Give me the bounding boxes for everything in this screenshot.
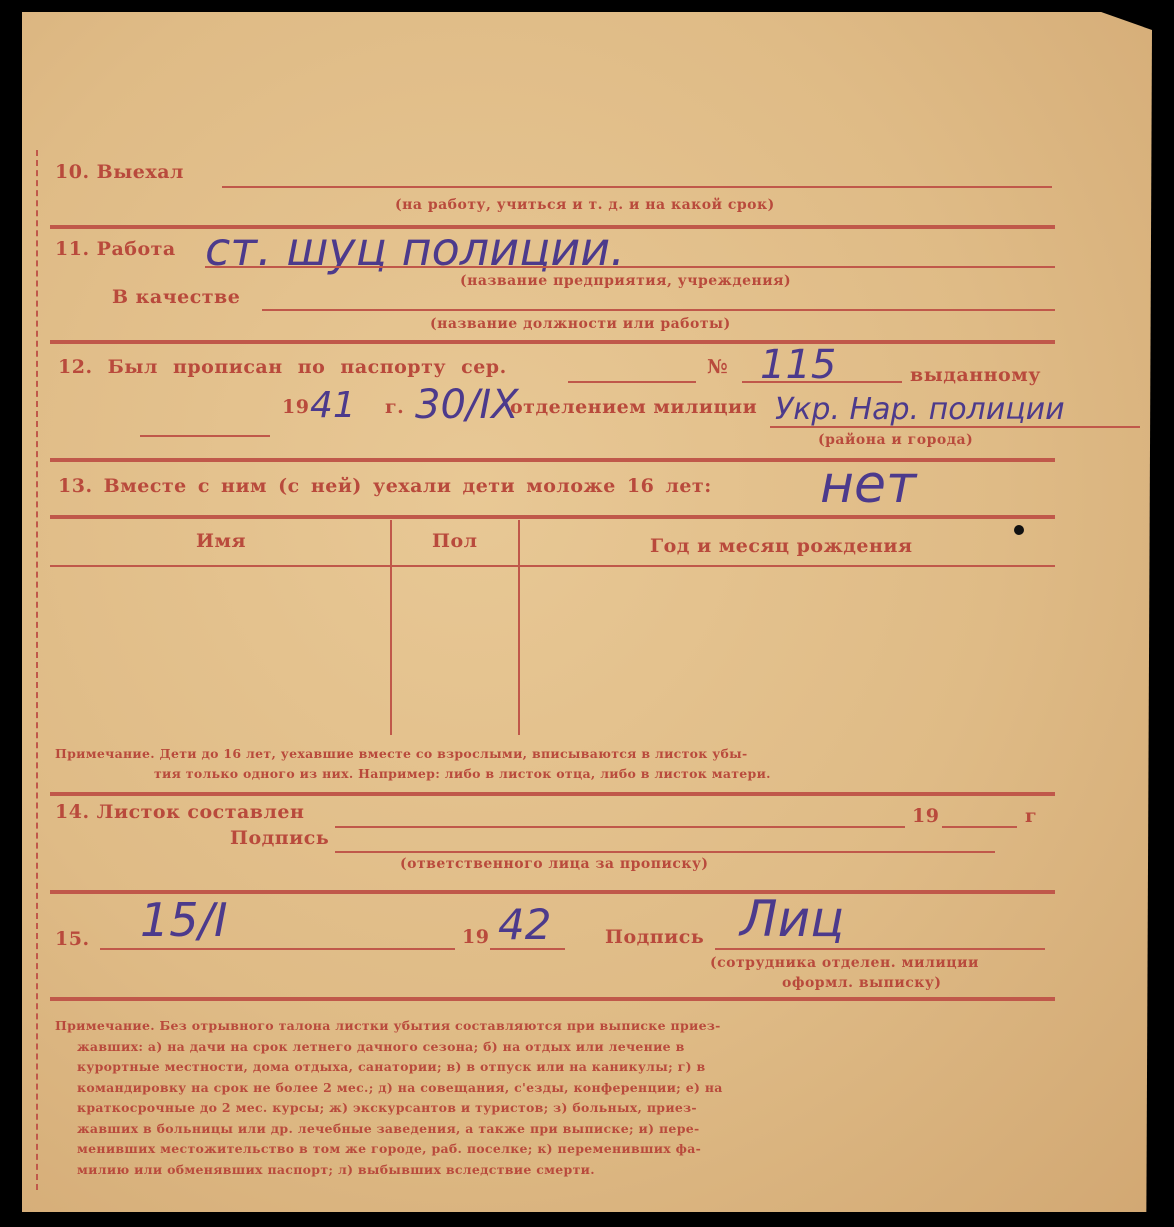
note-2-line: командировку на срок не более 2 мес.; д) на совещания, с'езды, конференции; е) на <box>77 1079 723 1095</box>
note-2-line: менивших местожительство в том же городе, раб. поселке; к) переменивших фа- <box>77 1141 702 1156</box>
field-12-dept-label: отделением милиции <box>510 396 758 418</box>
table-column-divider <box>390 520 392 735</box>
divider <box>50 340 1055 344</box>
field-12-year-prefix: 19 <box>282 396 310 418</box>
field-11-position-hint: (название должности или работы) <box>430 316 731 332</box>
note-1-line-1: Примечание. Дети до 16 лет, уехавшие вместе со взрослыми, вписываются в листок убы- <box>55 746 748 761</box>
field-15-sign-line <box>715 948 1045 950</box>
field-14-sign-label: Подпись <box>230 827 330 849</box>
note-2-line: Примечание. Без отрывного талона листки убытия составляются при выписке приез- <box>55 1018 721 1033</box>
field-10-line <box>222 186 1052 188</box>
field-15-year-line <box>490 948 565 950</box>
field-12-date-line <box>140 435 270 437</box>
field-12-dept-line <box>770 426 1140 428</box>
field-14-line <box>335 826 905 828</box>
field-13-handwritten-value: нет <box>820 455 917 515</box>
field-11-position-label: В качестве <box>112 286 241 308</box>
column-header-name: Имя <box>196 530 246 552</box>
table-column-divider <box>518 520 520 735</box>
field-14-year-line <box>942 826 1017 828</box>
column-header-birth: Год и месяц рождения <box>650 535 913 557</box>
punch-hole <box>1014 525 1024 535</box>
field-14-year-suffix: г <box>1025 805 1038 827</box>
note-2 <box>55 1016 721 1180</box>
perforation-line <box>36 150 38 1190</box>
note-1-line-2: тия только одного из них. Например: либо в листок отца, либо в листок матери. <box>154 766 771 781</box>
field-15-year-value: 42 <box>498 900 552 949</box>
field-12-issued-label: выданному <box>910 364 1041 386</box>
divider <box>50 997 1055 1001</box>
field-15-date-value: 15/I <box>140 893 228 947</box>
field-11-label: 11. Работа <box>55 238 176 260</box>
divider <box>50 792 1055 796</box>
field-12-date-value: 30/IX <box>415 382 519 428</box>
field-12-number-line <box>742 381 902 383</box>
field-15-sign-label: Подпись <box>605 926 705 948</box>
field-15-date-line <box>100 948 455 950</box>
note-2-line: жавших в больницы или др. лечебные заведения, а также при выписке; и) пере- <box>77 1120 700 1136</box>
field-15-sign-hint-1: (сотрудника отделен. милиции <box>710 955 979 971</box>
field-11-position-line <box>262 309 1055 311</box>
table-header-border <box>50 565 1055 567</box>
note-2-line: курортные местности, дома отдыха, санатории; в) в отпуск или на каникулы; г) в <box>77 1059 706 1074</box>
column-header-sex: Пол <box>432 530 478 552</box>
field-12-dept-hint: (района и города) <box>818 432 974 448</box>
field-12-dept-value: Укр. Нар. полиции <box>775 392 1065 427</box>
field-12-number-label: № <box>707 356 729 378</box>
note-2-line: краткосрочные до 2 мес. курсы; ж) экскурсантов и туристов; з) больных, приез- <box>77 1100 697 1115</box>
field-14-label: 14. Листок составлен <box>55 801 305 823</box>
field-15-year-prefix: 19 <box>462 926 490 948</box>
field-14-sign-line <box>335 851 995 853</box>
field-11-hint: (название предприятия, учреждения) <box>460 273 792 289</box>
field-11-line <box>205 266 1055 268</box>
field-10-hint: (на работу, учиться и т. д. и на какой срок) <box>395 197 775 213</box>
note-2-line: жавших: а) на дачи на срок летнего дачного сезона; б) на отдых или лечение в <box>77 1038 685 1054</box>
field-13-label: 13. Вместе с ним (с ней) уехали дети моложе 16 лет: <box>58 475 712 497</box>
field-12-year-suffix: г. <box>385 396 405 418</box>
note-2-line: милию или обменявших паспорт; л) выбывших вследствие смерти. <box>77 1161 595 1177</box>
field-11-handwritten-value: ст. шуц полиции. <box>205 222 625 276</box>
field-10-label: 10. Выехал <box>55 161 184 183</box>
table-top-border <box>50 515 1055 519</box>
field-12-year-value: 41 <box>310 385 356 426</box>
field-12-series-line <box>568 381 696 383</box>
field-12-label: 12. Был прописан по паспорту сер. <box>58 356 507 378</box>
field-15-signature: Лиц <box>740 890 845 948</box>
field-15-sign-hint-2: оформл. выписку) <box>782 975 942 991</box>
field-14-year-prefix: 19 <box>912 805 940 827</box>
field-12-number-value: 115 <box>760 342 837 388</box>
field-15-label: 15. <box>55 928 90 950</box>
field-14-sign-hint: (ответственного лица за прописку) <box>400 856 709 872</box>
